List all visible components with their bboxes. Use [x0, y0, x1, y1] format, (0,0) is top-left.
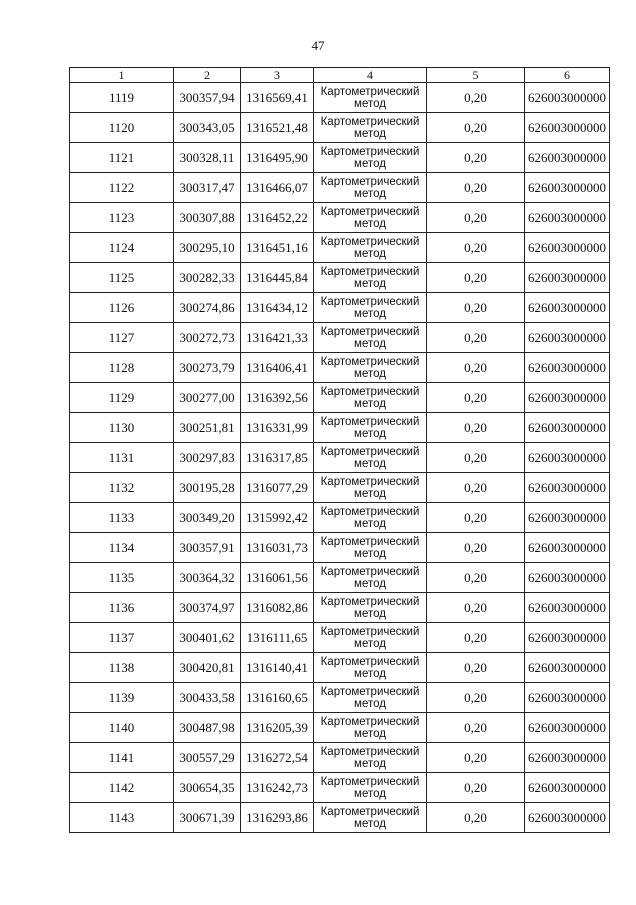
method-line-1: Картометрический	[320, 415, 420, 428]
method-line-1: Картометрический	[320, 295, 420, 308]
coord-x-cell: 300420,81	[174, 653, 241, 683]
point-number-cell: 1131	[70, 443, 174, 473]
code-cell: 626003000000	[525, 803, 610, 833]
code-cell: 626003000000	[525, 533, 610, 563]
method-line-2: метод	[354, 457, 386, 470]
coord-x-cell: 300357,94	[174, 83, 241, 113]
point-number-cell: 1122	[70, 173, 174, 203]
method-line-1: Картометрический	[320, 115, 420, 128]
accuracy-cell: 0,20	[427, 383, 525, 413]
point-number-cell: 1120	[70, 113, 174, 143]
method-line-1: Картометрический	[320, 775, 420, 788]
code-cell: 626003000000	[525, 713, 610, 743]
coord-x-cell: 300195,28	[174, 473, 241, 503]
coord-y-cell: 1316111,65	[241, 623, 314, 653]
coord-x-cell: 300364,32	[174, 563, 241, 593]
method-cell	[314, 563, 427, 593]
method-cell	[314, 593, 427, 623]
coord-y-cell: 1316466,07	[241, 173, 314, 203]
method-line-1: Картометрический	[320, 145, 420, 158]
code-cell: 626003000000	[525, 173, 610, 203]
method-line-1: Картометрический	[320, 595, 420, 608]
method-cell	[314, 443, 427, 473]
point-number-cell: 1138	[70, 653, 174, 683]
point-number-cell: 1137	[70, 623, 174, 653]
coord-x-cell: 300272,73	[174, 323, 241, 353]
table-row	[70, 173, 610, 203]
coord-x-cell: 300349,20	[174, 503, 241, 533]
coord-x-cell: 300357,91	[174, 533, 241, 563]
coordinates-table	[69, 67, 610, 833]
coord-y-cell: 1316160,65	[241, 683, 314, 713]
table-row	[70, 293, 610, 323]
method-cell	[314, 293, 427, 323]
point-number-cell: 1123	[70, 203, 174, 233]
method-cell	[314, 143, 427, 173]
coord-y-cell: 1316242,73	[241, 773, 314, 803]
method-line-1: Картометрический	[320, 235, 420, 248]
point-number-cell: 1136	[70, 593, 174, 623]
point-number-cell: 1133	[70, 503, 174, 533]
coord-y-cell: 1316421,33	[241, 323, 314, 353]
method-line-2: метод	[354, 667, 386, 680]
point-number-cell: 1124	[70, 233, 174, 263]
method-line-1: Картометрический	[320, 805, 420, 818]
method-line-2: метод	[354, 607, 386, 620]
method-line-2: метод	[354, 427, 386, 440]
accuracy-cell: 0,20	[427, 263, 525, 293]
point-number-cell: 1119	[70, 83, 174, 113]
method-line-1: Картометрический	[320, 505, 420, 518]
table-row	[70, 503, 610, 533]
table-row	[70, 113, 610, 143]
coord-x-cell: 300282,33	[174, 263, 241, 293]
coord-y-cell: 1316452,22	[241, 203, 314, 233]
coord-x-cell: 300654,35	[174, 773, 241, 803]
method-cell	[314, 653, 427, 683]
table-row	[70, 203, 610, 233]
method-line-1: Картометрический	[320, 565, 420, 578]
coord-y-cell: 1316406,41	[241, 353, 314, 383]
code-cell: 626003000000	[525, 443, 610, 473]
method-line-2: метод	[354, 637, 386, 650]
coord-x-cell: 300317,47	[174, 173, 241, 203]
coord-x-cell: 300307,88	[174, 203, 241, 233]
point-number-cell: 1132	[70, 473, 174, 503]
coord-y-cell: 1316331,99	[241, 413, 314, 443]
coord-x-cell: 300274,86	[174, 293, 241, 323]
coord-y-cell: 1316445,84	[241, 263, 314, 293]
table-row	[70, 623, 610, 653]
method-line-2: метод	[354, 187, 386, 200]
accuracy-cell: 0,20	[427, 353, 525, 383]
accuracy-cell: 0,20	[427, 623, 525, 653]
method-cell	[314, 473, 427, 503]
point-number-cell: 1143	[70, 803, 174, 833]
method-line-2: метод	[354, 547, 386, 560]
accuracy-cell: 0,20	[427, 713, 525, 743]
method-line-1: Картометрический	[320, 535, 420, 548]
method-cell	[314, 263, 427, 293]
accuracy-cell: 0,20	[427, 533, 525, 563]
method-cell	[314, 83, 427, 113]
method-cell	[314, 743, 427, 773]
coord-y-cell: 1316521,48	[241, 113, 314, 143]
coord-x-cell: 300328,11	[174, 143, 241, 173]
table-row	[70, 743, 610, 773]
method-cell	[314, 173, 427, 203]
column-header: 4	[314, 68, 427, 83]
column-header: 6	[525, 68, 610, 83]
coord-y-cell: 1316451,16	[241, 233, 314, 263]
column-header: 5	[427, 68, 525, 83]
method-line-2: метод	[354, 217, 386, 230]
code-cell: 626003000000	[525, 773, 610, 803]
point-number-cell: 1140	[70, 713, 174, 743]
method-line-1: Картометрический	[320, 265, 420, 278]
point-number-cell: 1121	[70, 143, 174, 173]
accuracy-cell: 0,20	[427, 773, 525, 803]
coord-x-cell: 300297,83	[174, 443, 241, 473]
method-cell	[314, 323, 427, 353]
method-line-2: метод	[354, 517, 386, 530]
coord-y-cell: 1316061,56	[241, 563, 314, 593]
table-row	[70, 473, 610, 503]
method-line-2: метод	[354, 307, 386, 320]
method-cell	[314, 113, 427, 143]
table-row	[70, 383, 610, 413]
code-cell: 626003000000	[525, 743, 610, 773]
method-line-1: Картометрический	[320, 715, 420, 728]
coord-y-cell: 1316031,73	[241, 533, 314, 563]
accuracy-cell: 0,20	[427, 413, 525, 443]
code-cell: 626003000000	[525, 323, 610, 353]
table-row	[70, 803, 610, 833]
point-number-cell: 1141	[70, 743, 174, 773]
method-line-1: Картометрический	[320, 685, 420, 698]
point-number-cell: 1129	[70, 383, 174, 413]
method-line-1: Картометрический	[320, 655, 420, 668]
code-cell: 626003000000	[525, 293, 610, 323]
code-cell: 626003000000	[525, 113, 610, 143]
point-number-cell: 1128	[70, 353, 174, 383]
code-cell: 626003000000	[525, 263, 610, 293]
method-line-2: метод	[354, 157, 386, 170]
coord-y-cell: 1316569,41	[241, 83, 314, 113]
method-cell	[314, 623, 427, 653]
point-number-cell: 1125	[70, 263, 174, 293]
accuracy-cell: 0,20	[427, 473, 525, 503]
method-line-2: метод	[354, 397, 386, 410]
code-cell: 626003000000	[525, 683, 610, 713]
code-cell: 626003000000	[525, 563, 610, 593]
code-cell: 626003000000	[525, 413, 610, 443]
table-row	[70, 563, 610, 593]
coord-y-cell: 1316082,86	[241, 593, 314, 623]
table-row	[70, 413, 610, 443]
table-row	[70, 593, 610, 623]
coord-x-cell: 300273,79	[174, 353, 241, 383]
table-row	[70, 353, 610, 383]
accuracy-cell: 0,20	[427, 233, 525, 263]
accuracy-cell: 0,20	[427, 203, 525, 233]
accuracy-cell: 0,20	[427, 83, 525, 113]
point-number-cell: 1127	[70, 323, 174, 353]
method-line-1: Картометрический	[320, 445, 420, 458]
method-cell	[314, 413, 427, 443]
method-line-2: метод	[354, 787, 386, 800]
method-line-2: метод	[354, 127, 386, 140]
accuracy-cell: 0,20	[427, 593, 525, 623]
column-header: 3	[241, 68, 314, 83]
method-cell	[314, 533, 427, 563]
method-line-2: метод	[354, 337, 386, 350]
method-line-1: Картометрический	[320, 475, 420, 488]
table-row	[70, 653, 610, 683]
method-line-1: Картометрический	[320, 85, 420, 98]
method-cell	[314, 683, 427, 713]
coord-x-cell: 300295,10	[174, 233, 241, 263]
table-row	[70, 263, 610, 293]
table-row	[70, 233, 610, 263]
code-cell: 626003000000	[525, 83, 610, 113]
code-cell: 626003000000	[525, 593, 610, 623]
coord-x-cell: 300557,29	[174, 743, 241, 773]
point-number-cell: 1142	[70, 773, 174, 803]
method-cell	[314, 353, 427, 383]
coord-x-cell: 300251,81	[174, 413, 241, 443]
accuracy-cell: 0,20	[427, 563, 525, 593]
method-line-1: Картометрический	[320, 355, 420, 368]
coord-x-cell: 300401,62	[174, 623, 241, 653]
accuracy-cell: 0,20	[427, 503, 525, 533]
method-line-2: метод	[354, 97, 386, 110]
method-line-2: метод	[354, 577, 386, 590]
accuracy-cell: 0,20	[427, 803, 525, 833]
method-line-2: метод	[354, 817, 386, 830]
accuracy-cell: 0,20	[427, 743, 525, 773]
coord-y-cell: 1316495,90	[241, 143, 314, 173]
accuracy-cell: 0,20	[427, 443, 525, 473]
column-header: 2	[174, 68, 241, 83]
table-row	[70, 683, 610, 713]
table-row	[70, 773, 610, 803]
coord-y-cell: 1315992,42	[241, 503, 314, 533]
method-cell	[314, 503, 427, 533]
method-cell	[314, 203, 427, 233]
method-cell	[314, 803, 427, 833]
coord-y-cell: 1316434,12	[241, 293, 314, 323]
point-number-cell: 1126	[70, 293, 174, 323]
method-cell	[314, 773, 427, 803]
code-cell: 626003000000	[525, 473, 610, 503]
coord-x-cell: 300671,39	[174, 803, 241, 833]
page-number: 47	[311, 38, 325, 53]
code-cell: 626003000000	[525, 353, 610, 383]
table-header-row	[70, 68, 610, 83]
method-cell	[314, 713, 427, 743]
method-line-1: Картометрический	[320, 745, 420, 758]
coord-x-cell: 300277,00	[174, 383, 241, 413]
table-row	[70, 143, 610, 173]
code-cell: 626003000000	[525, 143, 610, 173]
code-cell: 626003000000	[525, 653, 610, 683]
table-row	[70, 323, 610, 353]
table-row	[70, 533, 610, 563]
coord-x-cell: 300433,58	[174, 683, 241, 713]
coord-y-cell: 1316293,86	[241, 803, 314, 833]
accuracy-cell: 0,20	[427, 143, 525, 173]
method-line-2: метод	[354, 487, 386, 500]
method-line-2: метод	[354, 277, 386, 290]
coord-y-cell: 1316317,85	[241, 443, 314, 473]
code-cell: 626003000000	[525, 623, 610, 653]
accuracy-cell: 0,20	[427, 653, 525, 683]
table-row	[70, 713, 610, 743]
method-line-2: метод	[354, 697, 386, 710]
coord-y-cell: 1316392,56	[241, 383, 314, 413]
method-line-1: Картометрический	[320, 205, 420, 218]
code-cell: 626003000000	[525, 203, 610, 233]
accuracy-cell: 0,20	[427, 683, 525, 713]
accuracy-cell: 0,20	[427, 323, 525, 353]
point-number-cell: 1135	[70, 563, 174, 593]
accuracy-cell: 0,20	[427, 293, 525, 323]
code-cell: 626003000000	[525, 503, 610, 533]
accuracy-cell: 0,20	[427, 173, 525, 203]
code-cell: 626003000000	[525, 233, 610, 263]
code-cell: 626003000000	[525, 383, 610, 413]
table-row	[70, 443, 610, 473]
coord-y-cell: 1316272,54	[241, 743, 314, 773]
method-line-2: метод	[354, 247, 386, 260]
coord-x-cell: 300487,98	[174, 713, 241, 743]
accuracy-cell: 0,20	[427, 113, 525, 143]
coord-y-cell: 1316205,39	[241, 713, 314, 743]
column-header: 1	[70, 68, 174, 83]
method-line-1: Картометрический	[320, 325, 420, 338]
coord-y-cell: 1316140,41	[241, 653, 314, 683]
point-number-cell: 1139	[70, 683, 174, 713]
method-line-1: Картометрический	[320, 175, 420, 188]
method-line-1: Картометрический	[320, 625, 420, 638]
table-row	[70, 83, 610, 113]
coord-x-cell: 300374,97	[174, 593, 241, 623]
method-cell	[314, 233, 427, 263]
method-cell	[314, 383, 427, 413]
point-number-cell: 1130	[70, 413, 174, 443]
table-body	[70, 83, 610, 833]
method-line-2: метод	[354, 367, 386, 380]
method-line-2: метод	[354, 757, 386, 770]
method-line-2: метод	[354, 727, 386, 740]
coord-y-cell: 1316077,29	[241, 473, 314, 503]
point-number-cell: 1134	[70, 533, 174, 563]
method-line-1: Картометрический	[320, 385, 420, 398]
coord-x-cell: 300343,05	[174, 113, 241, 143]
